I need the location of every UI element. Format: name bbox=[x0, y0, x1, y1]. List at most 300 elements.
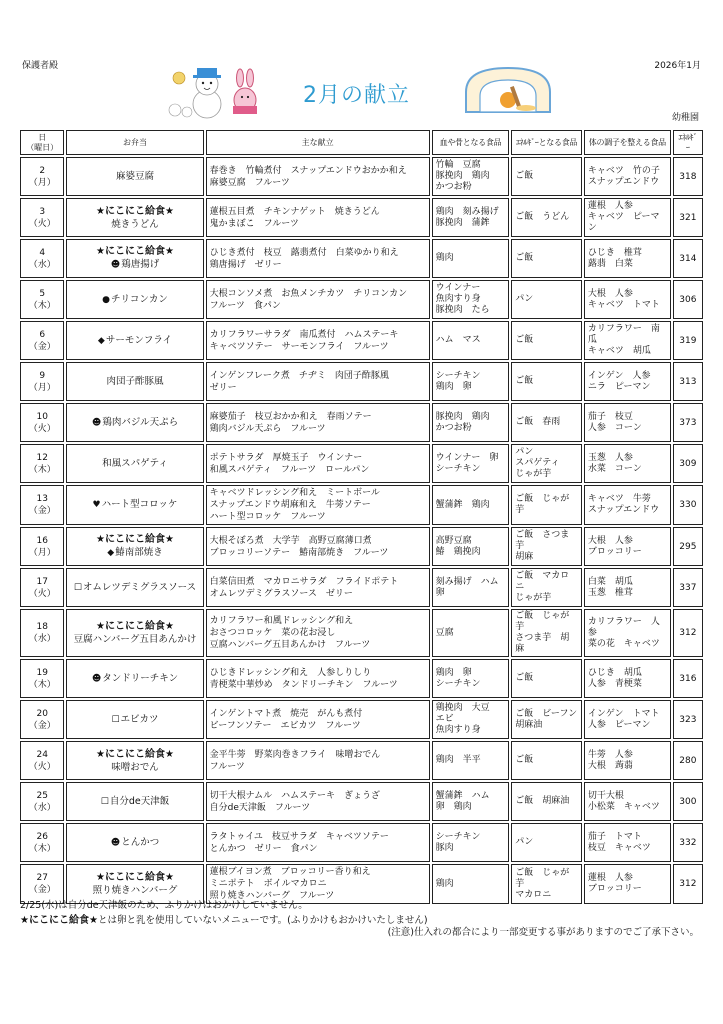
bento-name: 照り焼きハンバーグ bbox=[92, 885, 178, 896]
red-food-line: 高野豆腐 bbox=[435, 535, 472, 546]
date-cell bbox=[20, 741, 64, 780]
date-cell bbox=[20, 321, 64, 360]
main-menu-line: カリフラワー和風ドレッシング和え bbox=[209, 616, 354, 626]
yellow-food-line: ご飯 bbox=[515, 755, 534, 765]
main-menu-cell bbox=[206, 700, 430, 739]
bento-name: 鶏唐揚げ bbox=[121, 259, 160, 270]
yellow-food-cell bbox=[511, 280, 582, 319]
green-food-line: 茄子 トマト bbox=[587, 831, 642, 842]
main-menu-line: カリフラワーサラダ 南瓜煮付 ハムステーキ bbox=[209, 329, 399, 340]
nikoniko-label: ★にこにこ給食★ bbox=[96, 534, 174, 545]
red-food-cell bbox=[432, 444, 510, 483]
red-food-cell bbox=[432, 609, 510, 657]
energy-value: 318 bbox=[679, 171, 697, 182]
main-menu-line: 金平牛蒡 野菜肉巻きフライ 味噌おでん bbox=[209, 749, 381, 760]
red-food-line: ウインナー 卵 bbox=[435, 452, 499, 463]
red-food-line: シーチキン bbox=[435, 678, 481, 689]
yellow-food-cell bbox=[511, 157, 582, 196]
heart-icon: ♥ bbox=[92, 500, 101, 510]
date-cell bbox=[20, 403, 64, 442]
bento-cell bbox=[66, 741, 203, 780]
yellow-food-line: じゃが芋 bbox=[515, 593, 552, 603]
red-food-line: ウインナー bbox=[435, 283, 481, 293]
red-food-line: ハム マス bbox=[435, 335, 481, 345]
table-row bbox=[20, 527, 703, 566]
weekday: （水） bbox=[28, 634, 56, 644]
bento-name: 鰆南部焼き bbox=[115, 547, 163, 558]
red-food-line: 鶏肉 刻み揚げ bbox=[435, 206, 499, 217]
energy-cell bbox=[673, 362, 703, 401]
bento-cell bbox=[66, 362, 203, 401]
bento-cell bbox=[66, 527, 203, 566]
table-row bbox=[20, 239, 703, 278]
box-icon: ☐ bbox=[73, 582, 82, 593]
bento-cell bbox=[66, 157, 203, 196]
bento-name: オムレツデミグラスソース bbox=[82, 581, 197, 593]
yellow-food-cell bbox=[511, 741, 582, 780]
day-number: 13 bbox=[36, 494, 48, 504]
main-menu-cell bbox=[206, 823, 430, 862]
green-food-line: 切干大根 bbox=[587, 790, 624, 801]
pig-icon: ☻ bbox=[110, 837, 121, 848]
main-menu-cell bbox=[206, 239, 430, 278]
main-menu-cell bbox=[206, 568, 430, 607]
note-furikake: 2/25(水)は自分de天津飯のため、ふりかけはおかけしていません。 bbox=[20, 900, 308, 911]
weekday: （金） bbox=[28, 885, 56, 895]
green-food-line: 蓮根 人参 bbox=[587, 201, 633, 211]
weekday: （金） bbox=[28, 506, 56, 516]
green-food-line: スナップエンドウ bbox=[587, 505, 660, 515]
nikoniko-label: ★にこにこ給食★ bbox=[96, 872, 174, 883]
red-food-cell bbox=[432, 864, 510, 904]
green-food-line: インゲン 人参 bbox=[587, 370, 651, 381]
organization-name: 幼稚園 bbox=[671, 113, 699, 123]
date-cell bbox=[20, 157, 64, 196]
yellow-food-cell bbox=[511, 485, 582, 525]
weekday: （火） bbox=[28, 761, 56, 772]
bento-cell bbox=[66, 659, 203, 698]
main-menu-cell bbox=[206, 280, 430, 319]
fish-icon: ◆ bbox=[107, 548, 115, 558]
energy-cell bbox=[673, 741, 703, 780]
main-menu-cell bbox=[206, 782, 430, 821]
main-menu-cell bbox=[206, 659, 430, 698]
green-food-line: 蕗翡 白菜 bbox=[587, 258, 633, 269]
main-menu-line: とんかつ ゼリー 食パン bbox=[209, 843, 318, 854]
yellow-food-line: パン bbox=[515, 447, 534, 457]
bento-cell bbox=[66, 444, 203, 483]
table-row bbox=[20, 609, 703, 657]
main-menu-line: ミニポテト ボイルマカロニ bbox=[209, 879, 327, 889]
yellow-food-cell bbox=[511, 782, 582, 821]
table-header-row bbox=[20, 130, 703, 155]
weekday: （月） bbox=[28, 382, 56, 393]
table-row bbox=[20, 362, 703, 401]
bento-cell bbox=[66, 485, 203, 525]
yellow-food-cell bbox=[511, 527, 582, 566]
green-food-cell bbox=[584, 659, 671, 698]
yellow-food-line: スパゲティ bbox=[515, 458, 560, 468]
energy-value: 319 bbox=[679, 335, 697, 346]
main-menu-line: ポテトサラダ 厚焼玉子 ウインナー bbox=[209, 452, 363, 463]
main-menu-line: 麻婆豆腐 フルーツ bbox=[209, 177, 290, 188]
chick-icon: ☻ bbox=[110, 260, 121, 270]
green-food-cell bbox=[584, 321, 671, 360]
note-nikoniko bbox=[20, 911, 428, 926]
date-cell bbox=[20, 609, 64, 657]
green-food-line: スナップエンドウ bbox=[587, 176, 660, 187]
main-menu-line: おさつコロッケ 菜の花お浸し bbox=[209, 628, 336, 638]
green-food-line: キャベツ ピーマン bbox=[587, 212, 660, 233]
day-number: 10 bbox=[36, 411, 48, 422]
weekday: （木） bbox=[28, 300, 56, 311]
date-cell bbox=[20, 782, 64, 821]
snowman-rabbit-illustration bbox=[165, 64, 273, 120]
day-number: 16 bbox=[36, 535, 48, 546]
day-number: 2 bbox=[39, 165, 46, 176]
energy-value: 323 bbox=[679, 714, 697, 725]
date-cell bbox=[20, 485, 64, 525]
table-row bbox=[20, 485, 703, 525]
red-food-line: 豚挽肉 鶏肉 bbox=[435, 411, 490, 422]
main-menu-line: 白菜信田煮 マカロニサラダ フライドポテト bbox=[209, 576, 399, 587]
energy-value: 332 bbox=[679, 837, 697, 848]
table-row bbox=[20, 700, 703, 739]
green-food-line: 菜の花 キャベツ bbox=[587, 638, 660, 649]
day-number: 9 bbox=[39, 370, 46, 381]
main-menu-line: 照り焼きハンバーグ フルーツ bbox=[209, 891, 335, 901]
table-row bbox=[20, 157, 703, 196]
red-food-cell bbox=[432, 280, 510, 319]
main-menu-line: 鶏唐揚げ ゼリー bbox=[209, 259, 282, 270]
col-header-date: 日 （曜日） bbox=[20, 130, 64, 155]
day-number: 18 bbox=[36, 622, 48, 632]
table-row bbox=[20, 198, 703, 237]
energy-value: 295 bbox=[679, 541, 697, 552]
green-food-line: 玉葱 人参 bbox=[587, 452, 633, 463]
yellow-food-cell bbox=[511, 823, 582, 862]
table-row bbox=[20, 280, 703, 319]
yellow-food-line: 胡麻 bbox=[515, 552, 534, 562]
weekday: （月） bbox=[28, 177, 56, 188]
nikoniko-label: ★にこにこ給食★ bbox=[96, 246, 174, 257]
green-food-line: ブロッコリー bbox=[587, 884, 642, 894]
green-food-line: 大根 人参 bbox=[587, 535, 633, 546]
col-header-red-group: 血や骨となる食品 bbox=[432, 130, 510, 155]
col-header-bento: お弁当 bbox=[66, 130, 203, 155]
energy-value: 330 bbox=[679, 500, 697, 510]
main-menu-line: ひじきドレッシング和え 人参しりしり bbox=[209, 667, 372, 678]
green-food-line: 蓮根 人参 bbox=[587, 873, 633, 883]
yellow-food-line: ご飯 じゃが芋 bbox=[515, 611, 570, 632]
bento-cell bbox=[66, 280, 203, 319]
day-number: 17 bbox=[36, 576, 48, 587]
yellow-food-cell bbox=[511, 568, 582, 607]
main-menu-line: 蓮根ブイヨン煮 ブロッコリー香り和え bbox=[209, 867, 371, 877]
main-menu-line: 麻婆茄子 枝豆おかか和え 春雨ソテー bbox=[209, 411, 372, 422]
table-row bbox=[20, 823, 703, 862]
weekday: （火） bbox=[28, 423, 56, 434]
red-food-cell bbox=[432, 198, 510, 237]
red-food-line: 鶏肉 卵 bbox=[435, 381, 472, 392]
red-food-cell bbox=[432, 157, 510, 196]
yellow-food-line: 胡麻油 bbox=[515, 719, 543, 730]
yellow-food-line: マカロニ bbox=[515, 889, 552, 900]
yellow-food-line: さつま芋 胡麻 bbox=[515, 633, 570, 654]
yellow-food-line: じゃが芋 bbox=[515, 469, 552, 479]
red-food-line: 豚肉 bbox=[435, 842, 454, 853]
red-food-cell bbox=[432, 700, 510, 739]
energy-cell bbox=[673, 659, 703, 698]
red-food-line: 豚挽肉 鶏肉 bbox=[435, 171, 490, 181]
red-food-cell bbox=[432, 659, 510, 698]
yellow-food-cell bbox=[511, 321, 582, 360]
yellow-food-line: ご飯 bbox=[515, 673, 534, 683]
day-number: 25 bbox=[36, 790, 48, 801]
green-food-line: 牛蒡 人参 bbox=[587, 749, 633, 760]
date-cell bbox=[20, 280, 64, 319]
recipient: 保護者殿 bbox=[22, 61, 59, 71]
red-food-cell bbox=[432, 485, 510, 525]
red-food-cell bbox=[432, 239, 510, 278]
chick-icon: ☻ bbox=[91, 673, 102, 684]
green-food-line: 大根 蒟蒻 bbox=[587, 760, 633, 771]
green-food-line: ひじき 胡瓜 bbox=[587, 667, 642, 678]
green-food-line: 枝豆 キャベツ bbox=[587, 842, 651, 853]
energy-value: 312 bbox=[679, 879, 697, 889]
day-number: 6 bbox=[39, 329, 46, 340]
main-menu-line: ひじき煮付 枝豆 蕗翡煮付 白菜ゆかり和え bbox=[209, 247, 399, 258]
energy-value: 321 bbox=[679, 212, 697, 223]
green-food-line: ひじき 椎茸 bbox=[587, 247, 642, 258]
yellow-food-line: ご飯 bbox=[515, 253, 534, 263]
issue-date: 2026年1月 bbox=[654, 61, 701, 71]
note-nikoniko-text: とは卵と乳を使用していないメニューです。(ふりかけもおかけいたしません) bbox=[97, 915, 428, 926]
yellow-food-line: ご飯 さつま芋 bbox=[515, 530, 570, 551]
bento-name: 豆腐ハンバーグ五目あんかけ bbox=[73, 634, 197, 645]
green-food-line: キャベツ トマト bbox=[587, 299, 660, 310]
energy-value: 306 bbox=[679, 294, 697, 305]
day-number: 19 bbox=[36, 667, 48, 678]
yellow-food-line: ご飯 春雨 bbox=[515, 417, 561, 427]
red-food-line: 鶏肉 bbox=[435, 878, 454, 889]
bento-cell bbox=[66, 198, 203, 237]
green-food-line: 茄子 枝豆 bbox=[587, 411, 633, 422]
green-food-line: ニラ ピーマン bbox=[587, 381, 651, 392]
main-menu-line: インゲントマト煮 焼売 がんも煮付 bbox=[209, 708, 363, 719]
red-food-cell bbox=[432, 321, 510, 360]
day-number: 12 bbox=[36, 452, 48, 463]
bento-name: ハート型コロッケ bbox=[101, 499, 178, 510]
main-menu-line: インゲンフレーク煮 チヂミ 肉団子酢豚風 bbox=[209, 370, 389, 381]
red-food-line: 豚挽肉 蒲鉾 bbox=[435, 217, 490, 228]
bento-cell bbox=[66, 700, 203, 739]
energy-value: 316 bbox=[679, 673, 697, 684]
main-menu-line: キャベツドレッシング和え ミートボール bbox=[209, 488, 380, 498]
energy-cell bbox=[673, 823, 703, 862]
main-menu-line: オムレツデミグラスソース ゼリー bbox=[209, 588, 353, 599]
day-number: 26 bbox=[36, 831, 48, 842]
main-menu-line: 豆腐ハンバーグ五目あんかけ フルーツ bbox=[209, 640, 371, 650]
col-header-green-group: 体の調子を整える食品 bbox=[584, 130, 671, 155]
weekday: （水） bbox=[28, 259, 56, 270]
yellow-food-line: ご飯 bbox=[515, 171, 534, 181]
energy-cell bbox=[673, 485, 703, 525]
bento-name: 味噌おでん bbox=[111, 761, 159, 773]
green-food-line: ブロッコリー bbox=[587, 546, 642, 557]
green-food-line: キャベツ 胡瓜 bbox=[587, 346, 651, 356]
energy-value: 313 bbox=[679, 376, 697, 387]
main-menu-line: ブロッコリーソテー 鰆南部焼き フルーツ bbox=[209, 547, 389, 558]
main-menu-cell bbox=[206, 741, 430, 780]
red-food-cell bbox=[432, 741, 510, 780]
energy-cell bbox=[673, 403, 703, 442]
bento-cell bbox=[66, 321, 203, 360]
yellow-food-cell bbox=[511, 700, 582, 739]
bento-name: 鶏肉バジル天ぷら bbox=[102, 416, 179, 428]
yellow-food-line: ご飯 うどん bbox=[515, 212, 570, 222]
date-cell bbox=[20, 362, 64, 401]
date-cell bbox=[20, 659, 64, 698]
weekday: （月） bbox=[28, 547, 56, 558]
main-menu-line: 自分de天津飯 フルーツ bbox=[209, 802, 311, 813]
red-food-line: シーチキン bbox=[435, 370, 481, 381]
red-food-line: 卵 bbox=[435, 587, 445, 598]
red-food-line: 鶏挽肉 大豆 bbox=[435, 703, 490, 713]
bento-name: 焼きうどん bbox=[111, 218, 159, 230]
yellow-food-line: ご飯 胡麻油 bbox=[515, 796, 570, 806]
green-food-cell bbox=[584, 280, 671, 319]
red-food-line: エビ bbox=[435, 714, 454, 724]
red-food-line: 豚挽肉 たら bbox=[435, 305, 490, 315]
green-food-cell bbox=[584, 782, 671, 821]
weekday: （木） bbox=[28, 843, 56, 854]
weekday: （火） bbox=[28, 218, 56, 229]
red-food-cell bbox=[432, 823, 510, 862]
green-food-cell bbox=[584, 444, 671, 483]
green-food-line: 小松菜 キャベツ bbox=[587, 801, 660, 812]
energy-cell bbox=[673, 782, 703, 821]
weekday: （金） bbox=[28, 720, 56, 731]
red-food-cell bbox=[432, 362, 510, 401]
weekday: （金） bbox=[28, 341, 56, 352]
yellow-food-cell bbox=[511, 444, 582, 483]
green-food-cell bbox=[584, 157, 671, 196]
weekday: （木） bbox=[28, 464, 56, 475]
chick-icon: ☻ bbox=[91, 417, 102, 428]
yellow-food-cell bbox=[511, 864, 582, 904]
main-menu-cell bbox=[206, 444, 430, 483]
date-cell bbox=[20, 444, 64, 483]
weekday: （水） bbox=[28, 802, 56, 813]
bento-name: 和風スパゲティ bbox=[102, 458, 168, 469]
main-menu-line: ゼリー bbox=[209, 382, 237, 393]
bento-name: タンドリーチキン bbox=[102, 672, 179, 684]
date-cell bbox=[20, 527, 64, 566]
green-food-line: 大根 人参 bbox=[587, 288, 633, 299]
day-number: 20 bbox=[36, 708, 48, 719]
main-menu-line: ラタトゥイユ 枝豆サラダ キャベツソテー bbox=[209, 831, 389, 842]
note-nikoniko-label: ★にこにこ給食★ bbox=[20, 915, 98, 926]
energy-cell bbox=[673, 280, 703, 319]
date-cell bbox=[20, 823, 64, 862]
green-food-line: 玉葱 椎茸 bbox=[587, 587, 633, 598]
green-food-line: インゲン トマト bbox=[587, 708, 660, 719]
yellow-food-line: パン bbox=[515, 837, 534, 847]
yellow-food-cell bbox=[511, 198, 582, 237]
red-food-cell bbox=[432, 403, 510, 442]
bento-cell bbox=[66, 823, 203, 862]
main-menu-line: 大根コンソメ煮 お魚メンチカツ チリコンカン bbox=[209, 288, 408, 299]
main-menu-cell bbox=[206, 362, 430, 401]
green-food-line: カリフラワー 人参 bbox=[587, 616, 660, 638]
main-menu-line: 鶏肉バジル天ぷら フルーツ bbox=[209, 423, 326, 434]
main-menu-cell bbox=[206, 609, 430, 657]
page-title: 2月の献立 bbox=[303, 83, 410, 108]
day-number: 24 bbox=[36, 749, 48, 760]
energy-value: 373 bbox=[679, 417, 697, 428]
main-menu-line: 春巻き 竹輪煮付 スナップエンドウおかか和え bbox=[209, 165, 407, 176]
red-food-cell bbox=[432, 527, 510, 566]
menu-table bbox=[18, 128, 705, 906]
yellow-food-line: ご飯 マカロニ bbox=[515, 571, 570, 592]
energy-cell bbox=[673, 609, 703, 657]
green-food-cell bbox=[584, 485, 671, 525]
main-menu-line: フルーツ bbox=[209, 761, 245, 772]
main-menu-line: 切干大根ナムル ハムステーキ ぎょうざ bbox=[209, 790, 380, 801]
oven-illustration bbox=[462, 64, 554, 114]
box-icon: ☐ bbox=[111, 714, 120, 725]
green-food-line: キャベツ 竹の子 bbox=[587, 165, 660, 176]
red-food-cell bbox=[432, 568, 510, 607]
main-menu-cell bbox=[206, 527, 430, 566]
energy-value: 280 bbox=[679, 755, 697, 766]
green-food-cell bbox=[584, 741, 671, 780]
main-menu-line: 鬼かまぼこ フルーツ bbox=[209, 218, 299, 229]
green-food-cell bbox=[584, 609, 671, 657]
main-menu-line: 蓮根五目煮 チキンナゲット 焼きうどん bbox=[209, 206, 380, 217]
main-menu-line: ビーフンソテー エビカツ フルーツ bbox=[209, 720, 361, 731]
green-food-cell bbox=[584, 403, 671, 442]
bento-name: 肉団子酢豚風 bbox=[106, 376, 164, 387]
main-menu-line: 大根そぼろ煮 大学芋 高野豆腐薄口煮 bbox=[209, 535, 372, 546]
green-food-line: 水菜 コーン bbox=[587, 463, 642, 474]
yellow-food-line: ご飯 ビーフン bbox=[515, 708, 578, 719]
col-header-yellow-group: ｴﾈﾙｷﾞｰとなる食品 bbox=[511, 130, 582, 155]
table-row bbox=[20, 321, 703, 360]
green-food-line: 人参 ピーマン bbox=[587, 719, 651, 730]
energy-cell bbox=[673, 239, 703, 278]
green-food-cell bbox=[584, 239, 671, 278]
red-food-line: 鶏肉 卵 bbox=[435, 667, 472, 678]
red-food-cell bbox=[432, 782, 510, 821]
energy-value: 309 bbox=[679, 458, 697, 469]
yellow-food-cell bbox=[511, 659, 582, 698]
energy-value: 337 bbox=[679, 582, 697, 593]
day-number: 4 bbox=[39, 247, 46, 258]
energy-cell bbox=[673, 198, 703, 237]
yellow-food-line: ご飯 じゃが芋 bbox=[515, 867, 570, 889]
red-food-line: 竹輪 豆腐 bbox=[435, 160, 481, 170]
day-number: 27 bbox=[36, 873, 48, 883]
energy-value: 314 bbox=[679, 253, 697, 264]
date-cell bbox=[20, 700, 64, 739]
col-header-energy: ｴﾈﾙｷﾞｰ bbox=[673, 130, 703, 155]
red-food-line: 鶏肉 半平 bbox=[435, 755, 481, 765]
table-row bbox=[20, 741, 703, 780]
weekday: （木） bbox=[28, 679, 56, 690]
green-food-cell bbox=[584, 864, 671, 904]
